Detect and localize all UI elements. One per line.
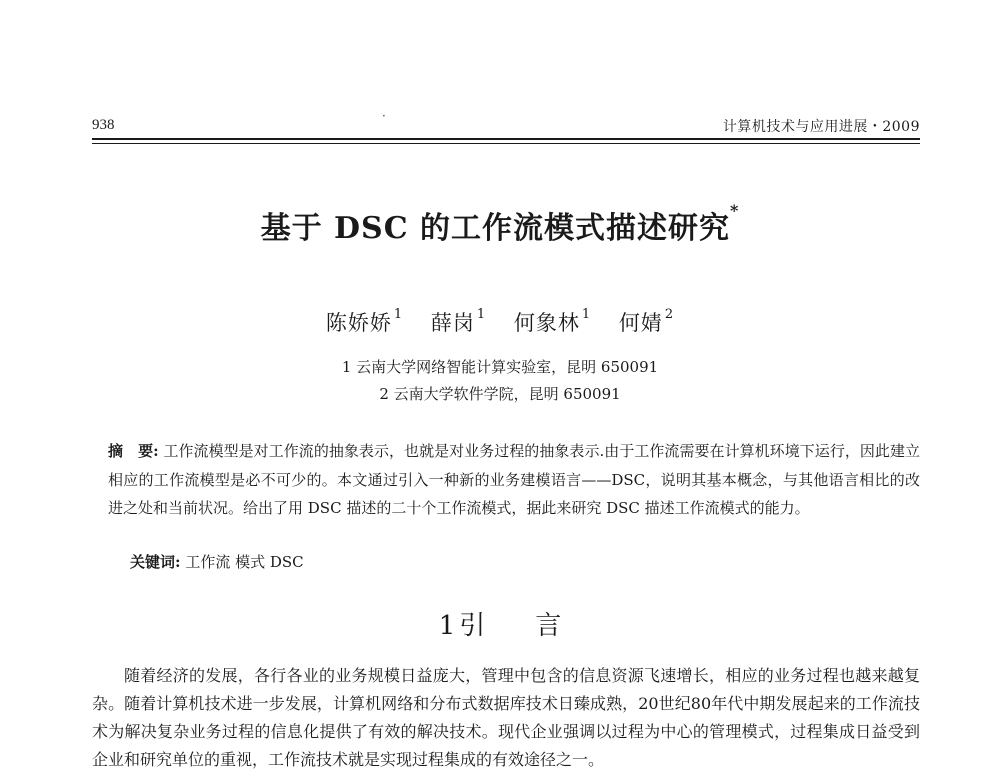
author-name: 何婧 bbox=[618, 311, 663, 335]
section-number: 1 bbox=[438, 611, 456, 641]
affiliation-1: 1 云南大学网络智能计算实验室，昆明 650091 bbox=[341, 358, 659, 376]
author-name: 何象林 bbox=[513, 311, 580, 335]
author-affiliation-mark: 2 bbox=[664, 307, 675, 322]
scan-speck: · bbox=[382, 109, 386, 123]
author-name: 薛岗 bbox=[430, 311, 475, 335]
paper-title-text: 基于 DSC 的工作流模式描述研究 bbox=[260, 211, 731, 246]
author bbox=[618, 307, 675, 335]
abstract bbox=[108, 437, 920, 523]
section-title-part-2: 言 bbox=[535, 611, 562, 641]
running-header bbox=[92, 109, 920, 135]
title-footnote-mark: * bbox=[730, 201, 740, 220]
author bbox=[430, 307, 487, 335]
keywords-label: 关键词: bbox=[130, 553, 181, 571]
abstract-label: 摘 要: bbox=[108, 442, 159, 460]
journal-name: 计算机技术与应用进展・2009 bbox=[722, 119, 920, 135]
section-title-part-1: 引 bbox=[459, 611, 486, 641]
page-number: 938 bbox=[92, 117, 115, 133]
author-affiliation-mark: 1 bbox=[476, 307, 487, 322]
section-heading bbox=[0, 605, 1000, 642]
author-name: 陈娇娇 bbox=[325, 311, 392, 335]
keywords-text: 工作流 模式 DSC bbox=[185, 553, 304, 571]
author-list bbox=[0, 307, 1000, 337]
author bbox=[325, 307, 404, 335]
author-affiliation-mark: 1 bbox=[581, 307, 592, 322]
paper-title bbox=[0, 203, 1000, 247]
keywords bbox=[130, 551, 304, 572]
header-rule-thin bbox=[92, 143, 920, 144]
abstract-text: 工作流模型是对工作流的抽象表示，也就是对业务过程的抽象表示.由于工作流需要在计算机环境下运行，因此建立相应的工作流模型是必不可少的。本文通过引入一种新的业务建模语言——DSC，说明其基本概念，与其他语言相比的改进之处和当前状况。给出了用 DSC 描述的二十个工作流模式，据此来研究 DSC 描述工作流模式的能力。 bbox=[108, 442, 920, 517]
affiliation-2: 2 云南大学软件学院，昆明 650091 bbox=[379, 385, 621, 403]
header-rule-thick bbox=[92, 138, 920, 140]
author bbox=[513, 307, 592, 335]
body-paragraph: 随着经济的发展，各行各业的业务规模日益庞大，管理中包含的信息资源飞速增长，相应的业务过程也越来越复杂。随着计算机技术进一步发展，计算机网络和分布式数据库技术日臻成熟，20世纪80年代中期发展起来的工作流技术为解决复杂业务过程的信息化提供了有效的解决技术。现代企业强调以过程为中心的管理模式，过程集成日益受到企业和研究单位的重视，工作流技术就是实现过程集成的有效途径之一。 bbox=[92, 666, 920, 769]
author-affiliation-mark: 1 bbox=[393, 307, 404, 322]
